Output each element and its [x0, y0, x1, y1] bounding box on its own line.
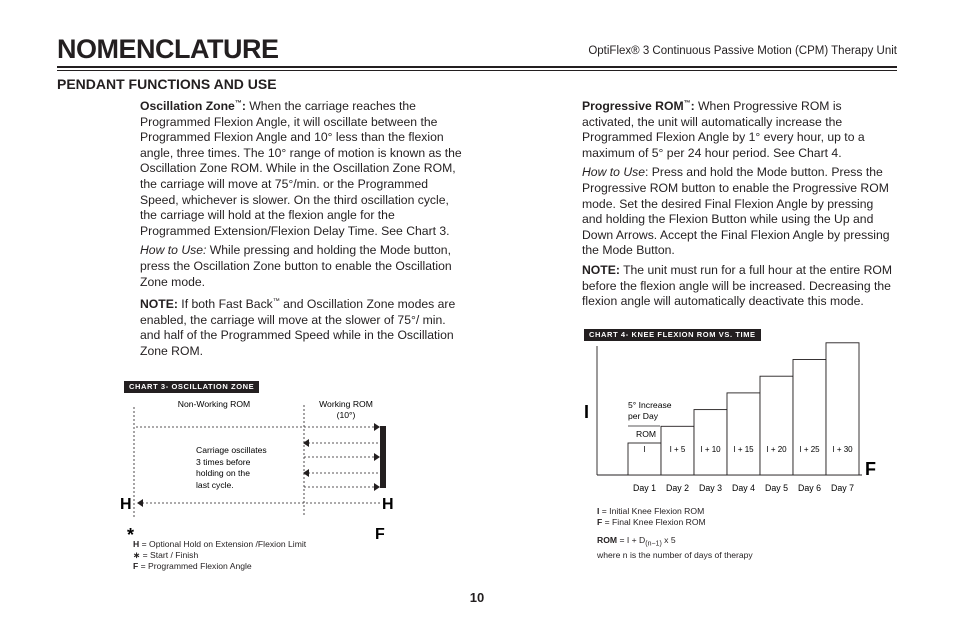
start-star-label: *	[127, 525, 135, 543]
h-label-left: H	[120, 496, 132, 513]
rom-bar	[760, 376, 793, 475]
rom-label: ROM	[636, 429, 657, 439]
note-label: NOTE:	[582, 263, 620, 277]
legend-item	[597, 517, 753, 528]
day-label: Day 2	[666, 483, 689, 493]
increase-label: 5° Increase	[628, 400, 672, 410]
legend-key: ∗	[133, 550, 141, 560]
legend-text: = Final Knee Flexion ROM	[602, 517, 706, 527]
tm-mark: ™	[683, 100, 691, 107]
progressive-rom-text	[582, 96, 892, 314]
oscillation-note	[140, 294, 462, 359]
chart4-legend	[597, 506, 753, 561]
progressive-heading: Progressive ROM	[582, 99, 684, 114]
formula-sub: (n−1)	[645, 540, 662, 548]
note-text-2: and Oscillation Zone modes are enabled, the carriage will move at the slower of 75°/ min. and half of the Programmed Speed while in the Oscillation Zone ROM.	[140, 297, 456, 359]
h-label-right: H	[382, 496, 394, 513]
oscillation-note-line: Carriage oscillates	[196, 445, 267, 455]
axis-i-label: I	[584, 402, 590, 422]
rom-bar	[694, 410, 727, 475]
progressive-howto	[582, 165, 892, 259]
day-label: Day 6	[798, 483, 821, 493]
bar-label: I	[643, 445, 646, 454]
oscillation-zone-text	[140, 96, 462, 364]
note-label: NOTE:	[140, 297, 178, 312]
chart4-diagram	[580, 340, 880, 500]
progressive-body: When Progressive ROM is activated, the unit will automatically increase the Programmed Flexion Angle by 1° every hour, up to a maximum of 5° per 24 hour period. See Chart 4.	[582, 99, 865, 160]
legend-text: = Initial Knee Flexion ROM	[599, 506, 705, 516]
howto-text: : Press and hold the Mode button. Press the Progressive ROM button to enable the Progressive ROM mode. Set the desired Final Flexion Angle by pressing and holding the Flexion Button while using the Up and Down Arrows. Accept the Final Flexion Angle by pressing the Mode Button.	[582, 165, 890, 258]
arrow-left-return	[137, 499, 143, 507]
header-rule	[57, 66, 897, 68]
oscillation-body: When the carriage reaches the Programmed Flexion Angle, it will oscillate between the Programmed Flexion Angle and 10° less than the flexion angle, three times. The 10° range of motion is known as the Oscillation Zone ROM. While in the Oscillation Zone ROM, the carriage will move at 75°/min. or the Programmed Speed, whichever is slower. On the third oscillation cycle, the carriage will hold at the flexion angle for the Programmed Extension/Flexion Delay Time. See Chart 3.	[140, 99, 462, 238]
formula-line	[597, 535, 753, 550]
legend-item	[133, 539, 306, 550]
formula-note: where n is the number of days of therapy	[597, 549, 753, 560]
rom-bar	[793, 360, 826, 476]
arrow-right-1	[374, 423, 380, 431]
formula-key: ROM	[597, 535, 618, 545]
day-label: Day 3	[699, 483, 722, 493]
oscillation-note-line: holding on the	[196, 468, 250, 478]
header-rule-thin	[57, 70, 897, 71]
page-number: 10	[469, 590, 485, 605]
bar-label: I + 20	[766, 445, 787, 454]
legend-item	[597, 506, 753, 517]
flexion-limit-bar	[380, 426, 386, 488]
oscillation-paragraph	[140, 96, 462, 239]
bar-label: I + 10	[700, 445, 721, 454]
chart3-legend	[133, 539, 306, 572]
day-label: Day 5	[765, 483, 788, 493]
tm-mark: ™	[272, 298, 280, 306]
chart4-tag: CHART 4- KNEE FLEXION ROM VS. TIME	[584, 329, 761, 341]
bar-label: I + 25	[799, 445, 820, 454]
legend-key: F	[597, 517, 603, 527]
note-text-1: If both Fast Back	[177, 297, 273, 312]
bar-label: I + 30	[832, 445, 853, 454]
legend-text: = Start / Finish	[140, 550, 199, 560]
legend-key: I	[597, 506, 600, 516]
f-label: F	[375, 526, 385, 543]
day-label: Day 7	[831, 483, 854, 493]
oscillation-note-line: last cycle.	[196, 480, 234, 490]
heading-colon: :	[241, 99, 246, 114]
chart3-tag: CHART 3- OSCILLATION ZONE	[124, 381, 259, 393]
axis-f-label: F	[865, 459, 876, 479]
rom-bar	[727, 393, 760, 475]
working-label: Working ROM	[319, 399, 373, 409]
working-deg-label: (10°)	[336, 410, 356, 420]
arrow-right-3	[374, 453, 380, 461]
oscillation-howto	[140, 243, 462, 290]
note-text: The unit must run for a full hour at the entire ROM before the flexion angle will be increased. Decreasing the flexion angle will automatically deactivate this mode.	[582, 263, 893, 309]
progressive-note	[582, 263, 892, 310]
increase-label: per Day	[628, 411, 659, 421]
formula-text: = I + D	[617, 535, 646, 545]
bars-group	[628, 343, 859, 493]
arrow-right-5	[374, 483, 380, 491]
section-title: PENDANT FUNCTIONS AND USE	[57, 76, 277, 92]
oscillation-note-line: 3 times before	[196, 457, 251, 467]
legend-text: = Programmed Flexion Angle	[138, 561, 252, 571]
legend-item	[133, 561, 306, 572]
howto-label: How to Use	[582, 165, 645, 180]
legend-key: H	[133, 539, 140, 549]
legend-key: F	[133, 561, 139, 571]
tm-mark: ™	[234, 100, 242, 107]
formula-tail: x 5	[661, 535, 676, 545]
howto-label: How to Use:	[140, 243, 207, 258]
page-title: NOMENCLATURE	[57, 34, 279, 64]
product-name: OptiFlex® 3 Continuous Passive Motion (CPM) Therapy Unit	[588, 45, 897, 57]
howto-text: While pressing and holding the Mode button, press the Oscillation Zone button to enable the Oscillation Zone mode.	[140, 243, 452, 289]
chart3-diagram	[118, 395, 408, 543]
progressive-paragraph	[582, 96, 892, 161]
bar-label: I + 15	[733, 445, 754, 454]
non-working-label: Non-Working ROM	[177, 399, 251, 409]
oscillation-heading: Oscillation Zone	[140, 99, 235, 114]
rom-bar	[826, 343, 859, 475]
day-label: Day 1	[633, 483, 656, 493]
legend-text: = Optional Hold on Extension /Flexion Limit	[139, 539, 307, 549]
legend-item	[133, 550, 306, 561]
heading-colon: :	[690, 99, 695, 114]
bar-label: I + 5	[669, 445, 686, 454]
day-label: Day 4	[732, 483, 755, 493]
